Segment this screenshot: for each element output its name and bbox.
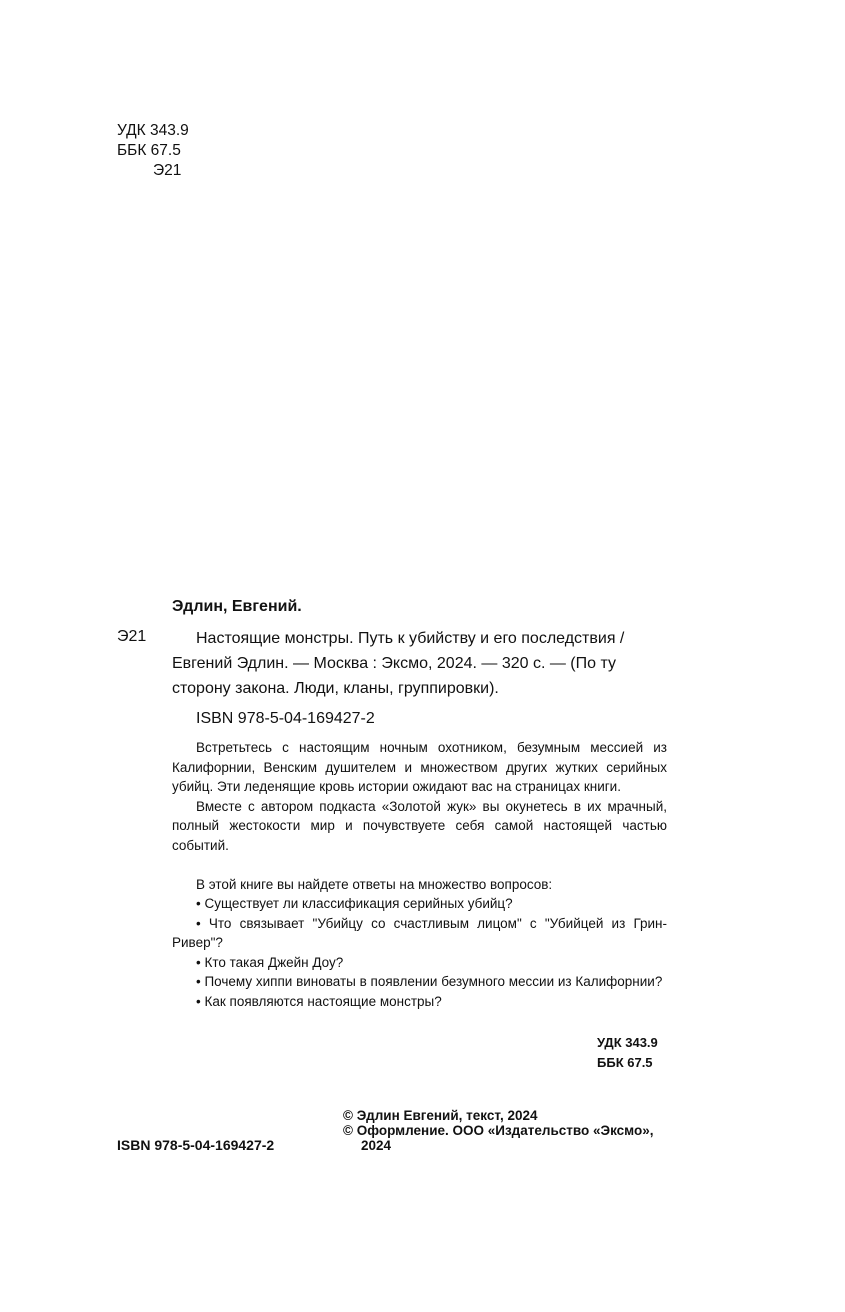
annotation-paragraph: Встретьтесь с настоящим ночным охотником, безумным мессией из Калифорнии, Венским душителем и множеством других жутких серийных убийц. Эти леденящие кровь истории ожидают вас на страницах книги. [172, 740, 667, 794]
bibliographic-description [172, 626, 667, 701]
bibliographic-author: Эдлин, Евгений. [172, 598, 302, 615]
copyright-design: © Оформление. ООО «Издательство «Эксмо», [343, 1123, 654, 1138]
annotation [172, 738, 667, 1011]
isbn: ISBN 978-5-04-169427-2 [196, 710, 375, 727]
bbk-code-bottom: ББК 67.5 [597, 1055, 653, 1070]
question-item: • Кто такая Джейн Доу? [196, 954, 344, 970]
author-sign: Э21 [117, 628, 147, 645]
udk-code-bottom: УДК 343.9 [597, 1035, 658, 1050]
top-classification-codes [117, 121, 189, 181]
copyright-block [343, 1108, 654, 1153]
question-item: • Почему хиппи виноваты в появлении безумного мессии из Калифорнии? [196, 974, 663, 989]
question-item: • Что связывает "Убийцу со счастливым лицом" с "Убийцей из Грин-Ривер"? [172, 915, 667, 950]
annotation-paragraph: Вместе с автором подкаста «Золотой жук» вы окунетесь в их мрачный, полный жестокости мир и почувствуете себя самой настоящей частью событий. [172, 798, 667, 853]
bibliographic-line: сторону закона. Люди, кланы, группировки). [172, 680, 499, 697]
bibliographic-line: Настоящие монстры. Путь к убийству и его последствия / [196, 630, 625, 647]
copyright-year: 2024 [361, 1138, 392, 1153]
author-mark: Э21 [153, 162, 182, 179]
bibliographic-line: Евгений Эдлин. — Москва : Эксмо, 2024. — 320 с. — (По ту [172, 655, 616, 672]
question-item: • Как появляются настоящие монстры? [196, 993, 442, 1009]
isbn-bottom: ISBN 978-5-04-169427-2 [117, 1137, 275, 1153]
bottom-classification-codes [597, 1033, 658, 1073]
udk-code: УДК 343.9 [117, 122, 189, 139]
copyright-text: © Эдлин Евгений, текст, 2024 [343, 1108, 538, 1123]
question-item: • Существует ли классификация серийных убийц? [196, 896, 513, 911]
bbk-code: ББК 67.5 [117, 142, 181, 159]
questions-intro: В этой книге вы найдете ответы на множество вопросов: [196, 876, 553, 892]
